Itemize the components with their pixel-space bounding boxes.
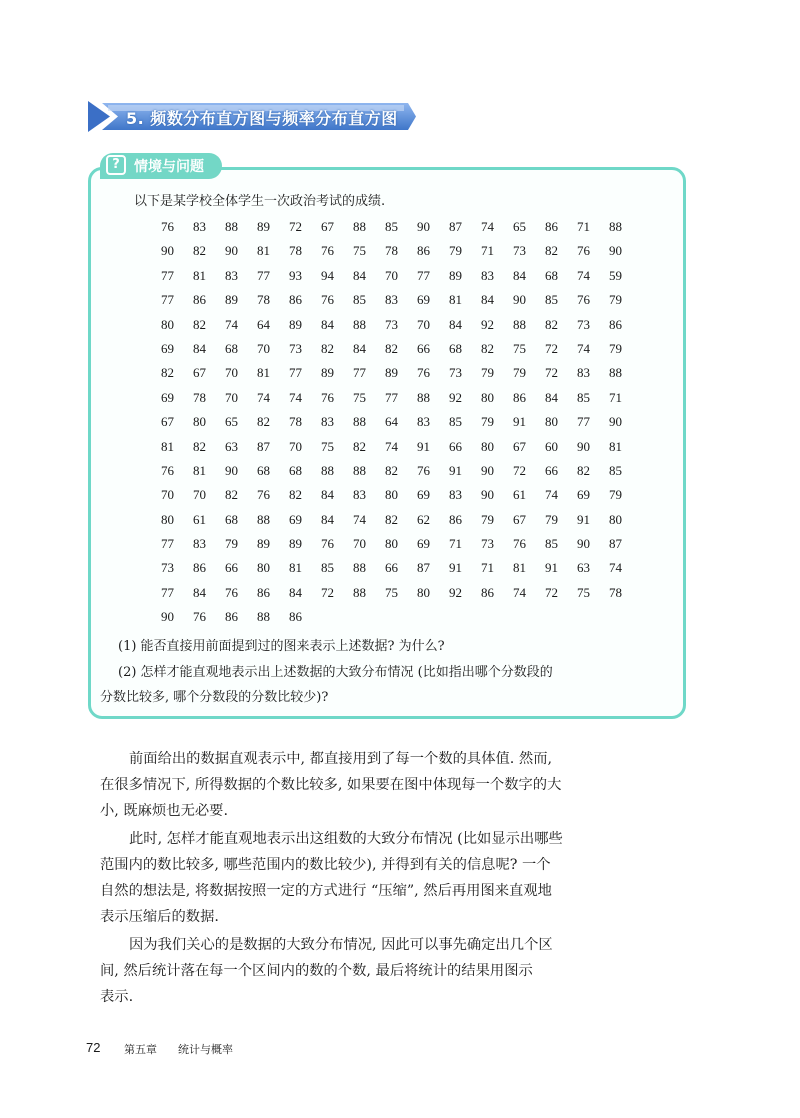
score-cell: 62 <box>417 511 430 527</box>
score-cell: 80 <box>545 414 558 430</box>
score-cell-empty <box>417 605 449 629</box>
question-2: (2) 怎样才能直观地表示出上述数据的大致分布情况 (比如指出哪个分数段的 <box>118 665 553 680</box>
score-cell: 84 <box>193 340 206 356</box>
score-cell: 80 <box>161 316 174 332</box>
paragraph-line: 此时, 怎样才能直观地表示出这组数的大致分布情况 (比如显示出哪些 <box>129 831 563 847</box>
score-cell-empty <box>545 605 577 629</box>
score-cell: 81 <box>193 267 206 283</box>
score-cell: 76 <box>161 219 174 234</box>
footer-title: 统计与概率 <box>178 1043 233 1056</box>
score-cell: 86 <box>481 584 494 600</box>
tab-label: 情境与问题 <box>134 159 204 175</box>
score-cell: 88 <box>353 584 366 600</box>
score-cell: 89 <box>449 267 462 283</box>
section-banner <box>88 101 416 132</box>
score-cell: 76 <box>321 292 334 308</box>
score-cell: 87 <box>449 219 462 234</box>
score-cell: 83 <box>449 487 462 503</box>
score-cell: 88 <box>257 609 270 625</box>
score-cell: 76 <box>417 365 430 381</box>
score-cell: 91 <box>545 560 558 576</box>
score-cell: 71 <box>577 219 590 234</box>
score-cell: 68 <box>449 340 462 356</box>
score-cell: 84 <box>321 316 334 332</box>
score-cell: 70 <box>289 438 302 454</box>
score-cell: 84 <box>353 267 366 283</box>
score-cell: 67 <box>161 414 174 430</box>
score-cell: 90 <box>481 487 494 503</box>
score-cell: 82 <box>385 340 398 356</box>
score-cell: 78 <box>193 389 206 405</box>
score-cell: 74 <box>577 267 590 283</box>
score-cell: 89 <box>257 219 270 234</box>
score-cell: 70 <box>161 487 174 503</box>
score-cell: 76 <box>257 487 270 503</box>
score-cell: 90 <box>609 414 622 430</box>
score-cell: 86 <box>545 219 558 234</box>
score-cell: 83 <box>321 414 334 430</box>
score-cell: 74 <box>385 438 398 454</box>
score-cell: 86 <box>257 584 270 600</box>
score-cell: 61 <box>193 511 206 527</box>
score-cell: 86 <box>193 292 206 308</box>
paragraph-line: 表示压缩后的数据. <box>100 909 219 925</box>
score-cell: 71 <box>481 560 494 576</box>
score-cell: 81 <box>289 560 302 576</box>
score-cell: 89 <box>257 536 270 552</box>
score-cell: 69 <box>417 292 430 308</box>
score-cell: 85 <box>321 560 334 576</box>
score-cell: 86 <box>193 560 206 576</box>
score-cell: 82 <box>257 414 270 430</box>
footer-chapter: 第五章 <box>124 1043 157 1056</box>
score-cell: 61 <box>513 487 526 503</box>
score-cell-empty <box>609 605 641 629</box>
score-cell: 82 <box>193 438 206 454</box>
score-cell: 74 <box>289 389 302 405</box>
paragraph-line: 在很多情况下, 所得数据的个数比较多, 如果要在图中体现每一个数字的大 <box>100 777 562 793</box>
score-cell: 77 <box>417 267 430 283</box>
score-cell: 88 <box>609 365 622 381</box>
score-cell: 77 <box>161 292 174 308</box>
score-cell: 79 <box>609 340 622 356</box>
score-cell: 80 <box>417 584 430 600</box>
score-cell: 77 <box>161 267 174 283</box>
score-cell-empty <box>481 605 513 629</box>
score-cell: 77 <box>353 365 366 381</box>
score-cell: 84 <box>353 340 366 356</box>
score-cell: 81 <box>257 365 270 381</box>
score-cell: 63 <box>577 560 590 576</box>
score-cell: 76 <box>321 536 334 552</box>
score-cell: 72 <box>321 584 334 600</box>
score-cell: 82 <box>577 462 590 478</box>
score-cell: 70 <box>225 365 238 381</box>
score-cell: 77 <box>257 267 270 283</box>
score-cell: 73 <box>513 243 526 259</box>
score-cell: 88 <box>353 560 366 576</box>
score-cell: 68 <box>545 267 558 283</box>
score-cell: 72 <box>545 365 558 381</box>
score-cell: 71 <box>449 536 462 552</box>
score-cell: 68 <box>225 511 238 527</box>
score-cell: 80 <box>257 560 270 576</box>
page-number: 72 <box>86 1040 101 1055</box>
score-cell: 76 <box>225 584 238 600</box>
score-cell: 82 <box>193 316 206 332</box>
score-cell: 82 <box>321 340 334 356</box>
score-grid <box>161 215 641 630</box>
score-cell: 68 <box>257 462 270 478</box>
score-cell: 90 <box>225 243 238 259</box>
score-cell: 73 <box>481 536 494 552</box>
score-cell: 83 <box>225 267 238 283</box>
score-cell: 69 <box>161 340 174 356</box>
score-cell: 82 <box>353 438 366 454</box>
score-cell: 86 <box>609 316 622 332</box>
score-cell: 70 <box>353 536 366 552</box>
score-cell: 88 <box>225 219 238 234</box>
score-cell: 69 <box>417 536 430 552</box>
score-cell: 71 <box>609 389 622 405</box>
score-cell: 78 <box>609 584 622 600</box>
score-cell: 85 <box>385 219 398 234</box>
score-cell: 75 <box>321 438 334 454</box>
score-cell: 67 <box>513 511 526 527</box>
score-cell: 83 <box>481 267 494 283</box>
score-cell: 76 <box>161 462 174 478</box>
score-cell: 73 <box>385 316 398 332</box>
score-cell: 84 <box>289 584 302 600</box>
score-cell: 80 <box>609 511 622 527</box>
score-cell-empty <box>385 605 417 629</box>
score-cell: 87 <box>257 438 270 454</box>
score-cell: 89 <box>385 365 398 381</box>
score-cell: 80 <box>193 414 206 430</box>
score-cell: 85 <box>545 292 558 308</box>
score-cell: 74 <box>257 389 270 405</box>
score-cell: 65 <box>513 219 526 234</box>
score-cell: 77 <box>161 536 174 552</box>
score-cell: 79 <box>225 536 238 552</box>
score-cell: 79 <box>481 414 494 430</box>
score-cell: 85 <box>353 292 366 308</box>
score-cell-empty <box>353 605 385 629</box>
paragraph-line: 因为我们关心的是数据的大致分布情况, 因此可以事先确定出几个区 <box>129 937 553 953</box>
score-cell: 85 <box>545 536 558 552</box>
score-cell: 84 <box>513 267 526 283</box>
score-cell: 74 <box>225 316 238 332</box>
score-cell: 86 <box>449 511 462 527</box>
score-cell: 85 <box>577 389 590 405</box>
score-cell: 88 <box>321 462 334 478</box>
score-cell: 79 <box>481 365 494 381</box>
score-cell: 83 <box>385 292 398 308</box>
score-cell: 90 <box>513 292 526 308</box>
score-cell: 79 <box>545 511 558 527</box>
score-cell: 90 <box>161 243 174 259</box>
score-cell: 88 <box>257 511 270 527</box>
score-cell: 73 <box>289 340 302 356</box>
score-cell: 88 <box>353 414 366 430</box>
score-cell: 70 <box>417 316 430 332</box>
score-cell: 89 <box>321 365 334 381</box>
score-cell: 77 <box>577 414 590 430</box>
score-cell: 69 <box>289 511 302 527</box>
score-cell: 88 <box>353 316 366 332</box>
score-cell: 82 <box>385 462 398 478</box>
score-cell: 73 <box>161 560 174 576</box>
score-cell: 89 <box>289 316 302 332</box>
score-cell: 72 <box>289 219 302 234</box>
score-cell: 81 <box>161 438 174 454</box>
score-cell: 82 <box>545 243 558 259</box>
score-cell-empty <box>577 605 609 629</box>
score-cell: 75 <box>353 243 366 259</box>
score-cell: 71 <box>481 243 494 259</box>
score-cell: 84 <box>193 584 206 600</box>
score-cell: 82 <box>161 365 174 381</box>
score-cell: 80 <box>385 487 398 503</box>
score-cell: 82 <box>481 340 494 356</box>
score-cell: 70 <box>385 267 398 283</box>
score-cell: 81 <box>609 438 622 454</box>
score-cell-empty <box>513 605 545 629</box>
score-cell: 80 <box>481 389 494 405</box>
score-cell: 90 <box>225 462 238 478</box>
score-cell: 85 <box>449 414 462 430</box>
score-cell: 66 <box>225 560 238 576</box>
score-cell: 75 <box>513 340 526 356</box>
score-cell: 77 <box>385 389 398 405</box>
score-cell: 74 <box>545 487 558 503</box>
score-cell: 67 <box>321 219 334 234</box>
score-cell: 70 <box>225 389 238 405</box>
score-cell: 80 <box>385 536 398 552</box>
score-cell: 90 <box>161 609 174 625</box>
intro-text: 以下是某学校全体学生一次政治考试的成绩. <box>134 194 386 209</box>
score-cell: 83 <box>193 536 206 552</box>
score-cell: 75 <box>385 584 398 600</box>
score-cell: 67 <box>513 438 526 454</box>
score-cell: 76 <box>321 389 334 405</box>
score-cell-empty <box>321 605 353 629</box>
score-cell: 75 <box>353 389 366 405</box>
score-cell: 81 <box>257 243 270 259</box>
score-cell: 94 <box>321 267 334 283</box>
paragraph-line: 范围内的数比较多, 哪些范围内的数比较少), 并得到有关的信息呢? 一个 <box>100 857 551 873</box>
paragraph-line: 前面给出的数据直观表示中, 都直接用到了每一个数的具体值. 然而, <box>129 751 553 767</box>
score-cell: 79 <box>481 511 494 527</box>
score-cell: 83 <box>577 365 590 381</box>
score-cell: 84 <box>321 487 334 503</box>
score-cell: 74 <box>481 219 494 234</box>
score-cell: 59 <box>609 267 622 283</box>
score-cell: 63 <box>225 438 238 454</box>
score-cell: 84 <box>481 292 494 308</box>
score-cell: 88 <box>353 219 366 234</box>
score-cell: 82 <box>289 487 302 503</box>
score-cell: 82 <box>545 316 558 332</box>
score-cell: 88 <box>353 462 366 478</box>
score-cell: 92 <box>481 316 494 332</box>
score-cell: 64 <box>385 414 398 430</box>
score-cell: 68 <box>225 340 238 356</box>
score-cell: 80 <box>161 511 174 527</box>
paragraph-line: 小, 既麻烦也无必要. <box>100 803 229 819</box>
score-cell: 84 <box>449 316 462 332</box>
score-cell: 74 <box>513 584 526 600</box>
score-cell: 79 <box>449 243 462 259</box>
paragraph-line: 表示. <box>100 989 134 1005</box>
score-cell: 88 <box>417 389 430 405</box>
score-cell: 86 <box>289 292 302 308</box>
score-cell: 83 <box>193 219 206 234</box>
score-cell: 86 <box>417 243 430 259</box>
score-cell: 69 <box>417 487 430 503</box>
score-cell: 89 <box>225 292 238 308</box>
score-cell: 89 <box>289 536 302 552</box>
score-cell: 76 <box>513 536 526 552</box>
score-cell: 86 <box>513 389 526 405</box>
score-cell: 80 <box>481 438 494 454</box>
score-cell: 77 <box>289 365 302 381</box>
paragraph-1 <box>100 746 620 824</box>
score-cell-empty <box>449 605 481 629</box>
score-cell: 92 <box>449 584 462 600</box>
score-cell: 68 <box>289 462 302 478</box>
paragraph-2 <box>100 826 620 930</box>
score-cell: 65 <box>225 414 238 430</box>
score-cell: 82 <box>385 511 398 527</box>
score-cell: 72 <box>545 584 558 600</box>
score-cell: 74 <box>609 560 622 576</box>
problem-box-tab <box>100 153 222 179</box>
score-cell: 66 <box>385 560 398 576</box>
score-cell: 82 <box>225 487 238 503</box>
score-cell: 69 <box>577 487 590 503</box>
score-cell: 76 <box>577 243 590 259</box>
score-cell: 91 <box>513 414 526 430</box>
score-cell: 88 <box>513 316 526 332</box>
score-cell: 83 <box>417 414 430 430</box>
score-cell: 86 <box>225 609 238 625</box>
score-cell: 90 <box>609 243 622 259</box>
score-cell: 77 <box>161 584 174 600</box>
score-cell: 90 <box>577 438 590 454</box>
score-cell: 67 <box>193 365 206 381</box>
paragraph-3 <box>100 932 620 1010</box>
score-cell: 93 <box>289 267 302 283</box>
score-cell: 70 <box>257 340 270 356</box>
score-cell: 90 <box>417 219 430 234</box>
score-cell: 79 <box>513 365 526 381</box>
score-cell: 64 <box>257 316 270 332</box>
score-cell: 66 <box>449 438 462 454</box>
score-cell: 76 <box>193 609 206 625</box>
score-cell: 66 <box>545 462 558 478</box>
score-cell: 86 <box>289 609 302 625</box>
score-cell: 60 <box>545 438 558 454</box>
score-cell: 66 <box>417 340 430 356</box>
score-cell: 73 <box>449 365 462 381</box>
score-cell: 88 <box>609 219 622 234</box>
score-cell: 87 <box>417 560 430 576</box>
score-cell: 91 <box>577 511 590 527</box>
paragraph-line: 自然的想法是, 将数据按照一定的方式进行 “压缩”, 然后再用图来直观地 <box>100 883 552 899</box>
score-cell: 85 <box>609 462 622 478</box>
score-cell: 72 <box>545 340 558 356</box>
question-book-icon: ? <box>106 155 126 175</box>
score-cell: 91 <box>417 438 430 454</box>
score-cell: 82 <box>193 243 206 259</box>
score-cell: 78 <box>289 243 302 259</box>
score-cell: 75 <box>577 584 590 600</box>
score-cell: 83 <box>353 487 366 503</box>
score-cell: 90 <box>481 462 494 478</box>
score-cell: 76 <box>577 292 590 308</box>
score-cell: 73 <box>577 316 590 332</box>
score-cell: 79 <box>609 292 622 308</box>
score-cell: 78 <box>385 243 398 259</box>
score-cell: 78 <box>257 292 270 308</box>
score-cell: 91 <box>449 462 462 478</box>
score-cell: 78 <box>289 414 302 430</box>
question-2-continued: 分数比较多, 哪个分数段的分数比较少)? <box>100 690 329 705</box>
score-cell: 76 <box>417 462 430 478</box>
paragraph-line: 间, 然后统计落在每一个区间内的数的个数, 最后将统计的结果用图示 <box>100 963 533 979</box>
score-cell: 81 <box>449 292 462 308</box>
score-cell: 92 <box>449 389 462 405</box>
score-cell: 72 <box>513 462 526 478</box>
score-cell: 74 <box>577 340 590 356</box>
section-title: 5. 频数分布直方图与频率分布直方图 <box>126 109 398 128</box>
score-cell: 91 <box>449 560 462 576</box>
score-cell: 69 <box>161 389 174 405</box>
score-cell: 74 <box>353 511 366 527</box>
score-cell: 84 <box>321 511 334 527</box>
score-cell: 84 <box>545 389 558 405</box>
score-cell: 90 <box>577 536 590 552</box>
score-cell: 79 <box>609 487 622 503</box>
score-cell: 76 <box>321 243 334 259</box>
score-cell: 87 <box>609 536 622 552</box>
question-1: (1) 能否直接用前面提到过的图来表示上述数据? 为什么? <box>118 639 445 654</box>
score-cell: 70 <box>193 487 206 503</box>
score-cell: 81 <box>193 462 206 478</box>
score-cell: 81 <box>513 560 526 576</box>
